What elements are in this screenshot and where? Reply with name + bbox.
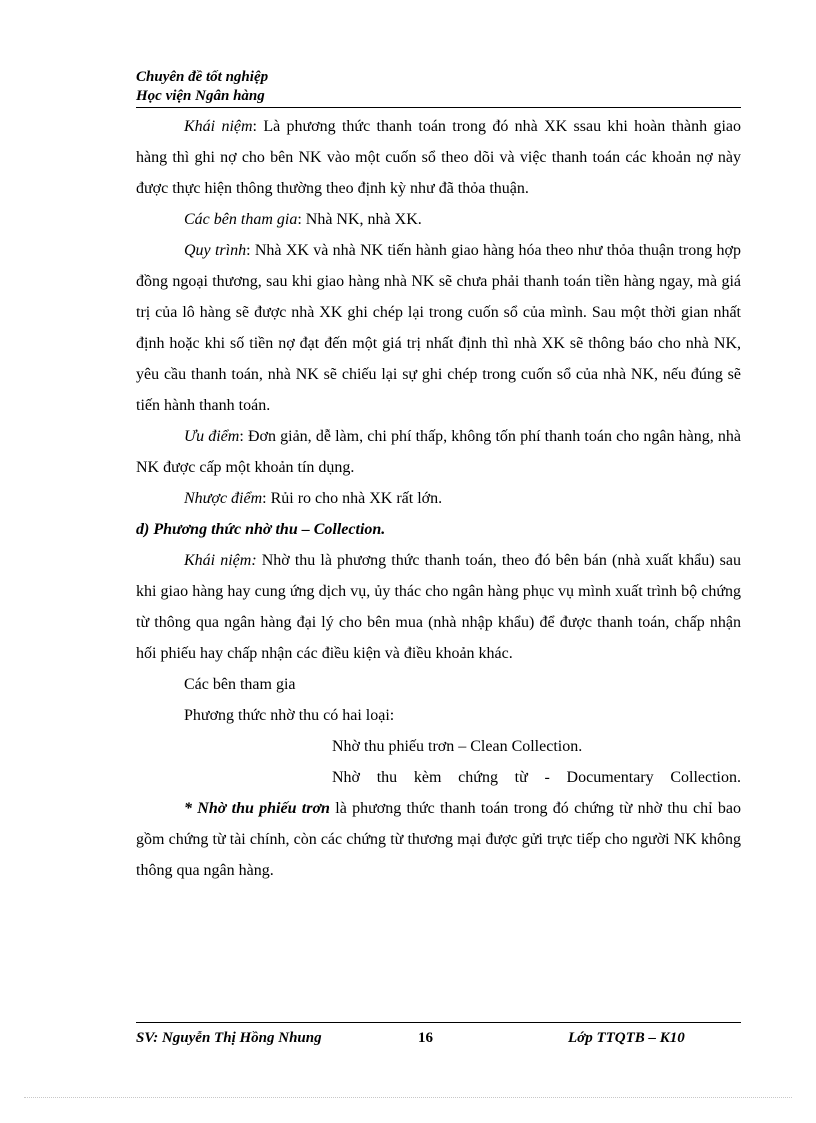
paragraph-collection-types: Phương thức nhờ thu có hai loại: xyxy=(184,707,395,724)
paragraph-process xyxy=(136,235,741,421)
term-label: Khái niệm: xyxy=(184,552,257,569)
paragraph-text: : Nhà XK và nhà NK tiến hành giao hàng hóa theo như thỏa thuận trong hợp đồng ngoại thương, sau khi giao hàng nhà NK sẽ chưa phải thanh toán tiền hàng ngay, mà giá trị của lô hàng sẽ được nhà XK ghi chép lại trong cuốn sổ của mình. Sau một thời gian nhất định hoặc khi số tiền nợ đạt đến một giá trị nhất định thì nhà XK sẽ thông báo cho nhà NK, yêu cầu thanh toán, nhà NK sẽ chiếu lại sự ghi chép trong cuốn sổ của nhà NK, nếu đúng sẽ tiến hành thanh toán. xyxy=(136,242,741,414)
term-label: Ưu điểm xyxy=(184,428,240,445)
paragraph-collection-definition xyxy=(136,545,741,669)
page-number: 16 xyxy=(418,1030,433,1046)
paragraph-text: : Đơn giản, dễ làm, chi phí thấp, không tốn phí thanh toán cho ngân hàng, nhà NK được cấp một khoản tín dụng. xyxy=(136,428,742,476)
page-header xyxy=(136,68,741,106)
footer-divider xyxy=(136,1022,741,1023)
paragraph-disadvantages xyxy=(136,483,741,514)
paragraph-text: : Nhà NK, nhà XK. xyxy=(297,211,422,228)
header-institution: Học viện Ngân hàng xyxy=(136,88,265,104)
paragraph-advantages xyxy=(136,421,741,483)
header-divider xyxy=(136,107,741,108)
page-bottom-border xyxy=(24,1097,792,1098)
footer-student-name: SV: Nguyễn Thị Hồng Nhung xyxy=(136,1030,322,1046)
section-heading-collection: d) Phương thức nhờ thu – Collection. xyxy=(136,521,386,538)
term-label: Quy trình xyxy=(184,242,247,259)
paragraph-text: là phương thức thanh toán trong đó chứng từ nhờ thu chỉ bao gồm chứng từ tài chính, còn các chứng từ thương mại được gửi trực tiếp cho người NK không thông qua ngân hàng. xyxy=(136,800,742,879)
document-body xyxy=(136,111,741,886)
collection-type-clean: Nhờ thu phiếu trơn – Clean Collection. xyxy=(332,738,583,755)
paragraph-text: : Rủi ro cho nhà XK rất lớn. xyxy=(262,490,443,507)
paragraph-text: Nhờ thu là phương thức thanh toán, theo đó bên bán (nhà xuất khẩu) sau khi giao hàng hay cung ứng dịch vụ, ủy thác cho ngân hàng phục vụ mình xuất trình bộ chứng từ thông qua ngân hàng đại lý cho bên mua (nhà nhập khẩu) để được thanh toán, chấp nhận hối phiếu hay chấp nhận các điều kiện và điều khoản khác. xyxy=(136,552,742,662)
term-label: Khái niệm xyxy=(184,118,253,135)
paragraph-collection-participants: Các bên tham gia xyxy=(184,676,296,693)
term-label: * Nhờ thu phiếu trơn xyxy=(184,800,330,817)
header-thesis-title: Chuyên đề tốt nghiệp xyxy=(136,69,269,85)
term-label: Nhược điểm xyxy=(184,490,263,507)
paragraph-text: : Là phương thức thanh toán trong đó nhà XK ssau khi hoàn thành giao hàng thì ghi nợ cho bên NK vào một cuốn sổ theo dõi và việc thanh toán các khoản nợ này được thực hiện thông thường theo định kỳ như đã thỏa thuận. xyxy=(136,118,741,197)
paragraph-definition xyxy=(136,111,741,204)
term-label: Các bên tham gia xyxy=(184,211,298,228)
collection-type-documentary: Nhờ thu kèm chứng từ - Documentary Collection. xyxy=(332,769,741,786)
paragraph-clean-collection xyxy=(136,793,741,886)
footer-class: Lớp TTQTB – K10 xyxy=(568,1030,685,1046)
paragraph-participants xyxy=(136,204,741,235)
